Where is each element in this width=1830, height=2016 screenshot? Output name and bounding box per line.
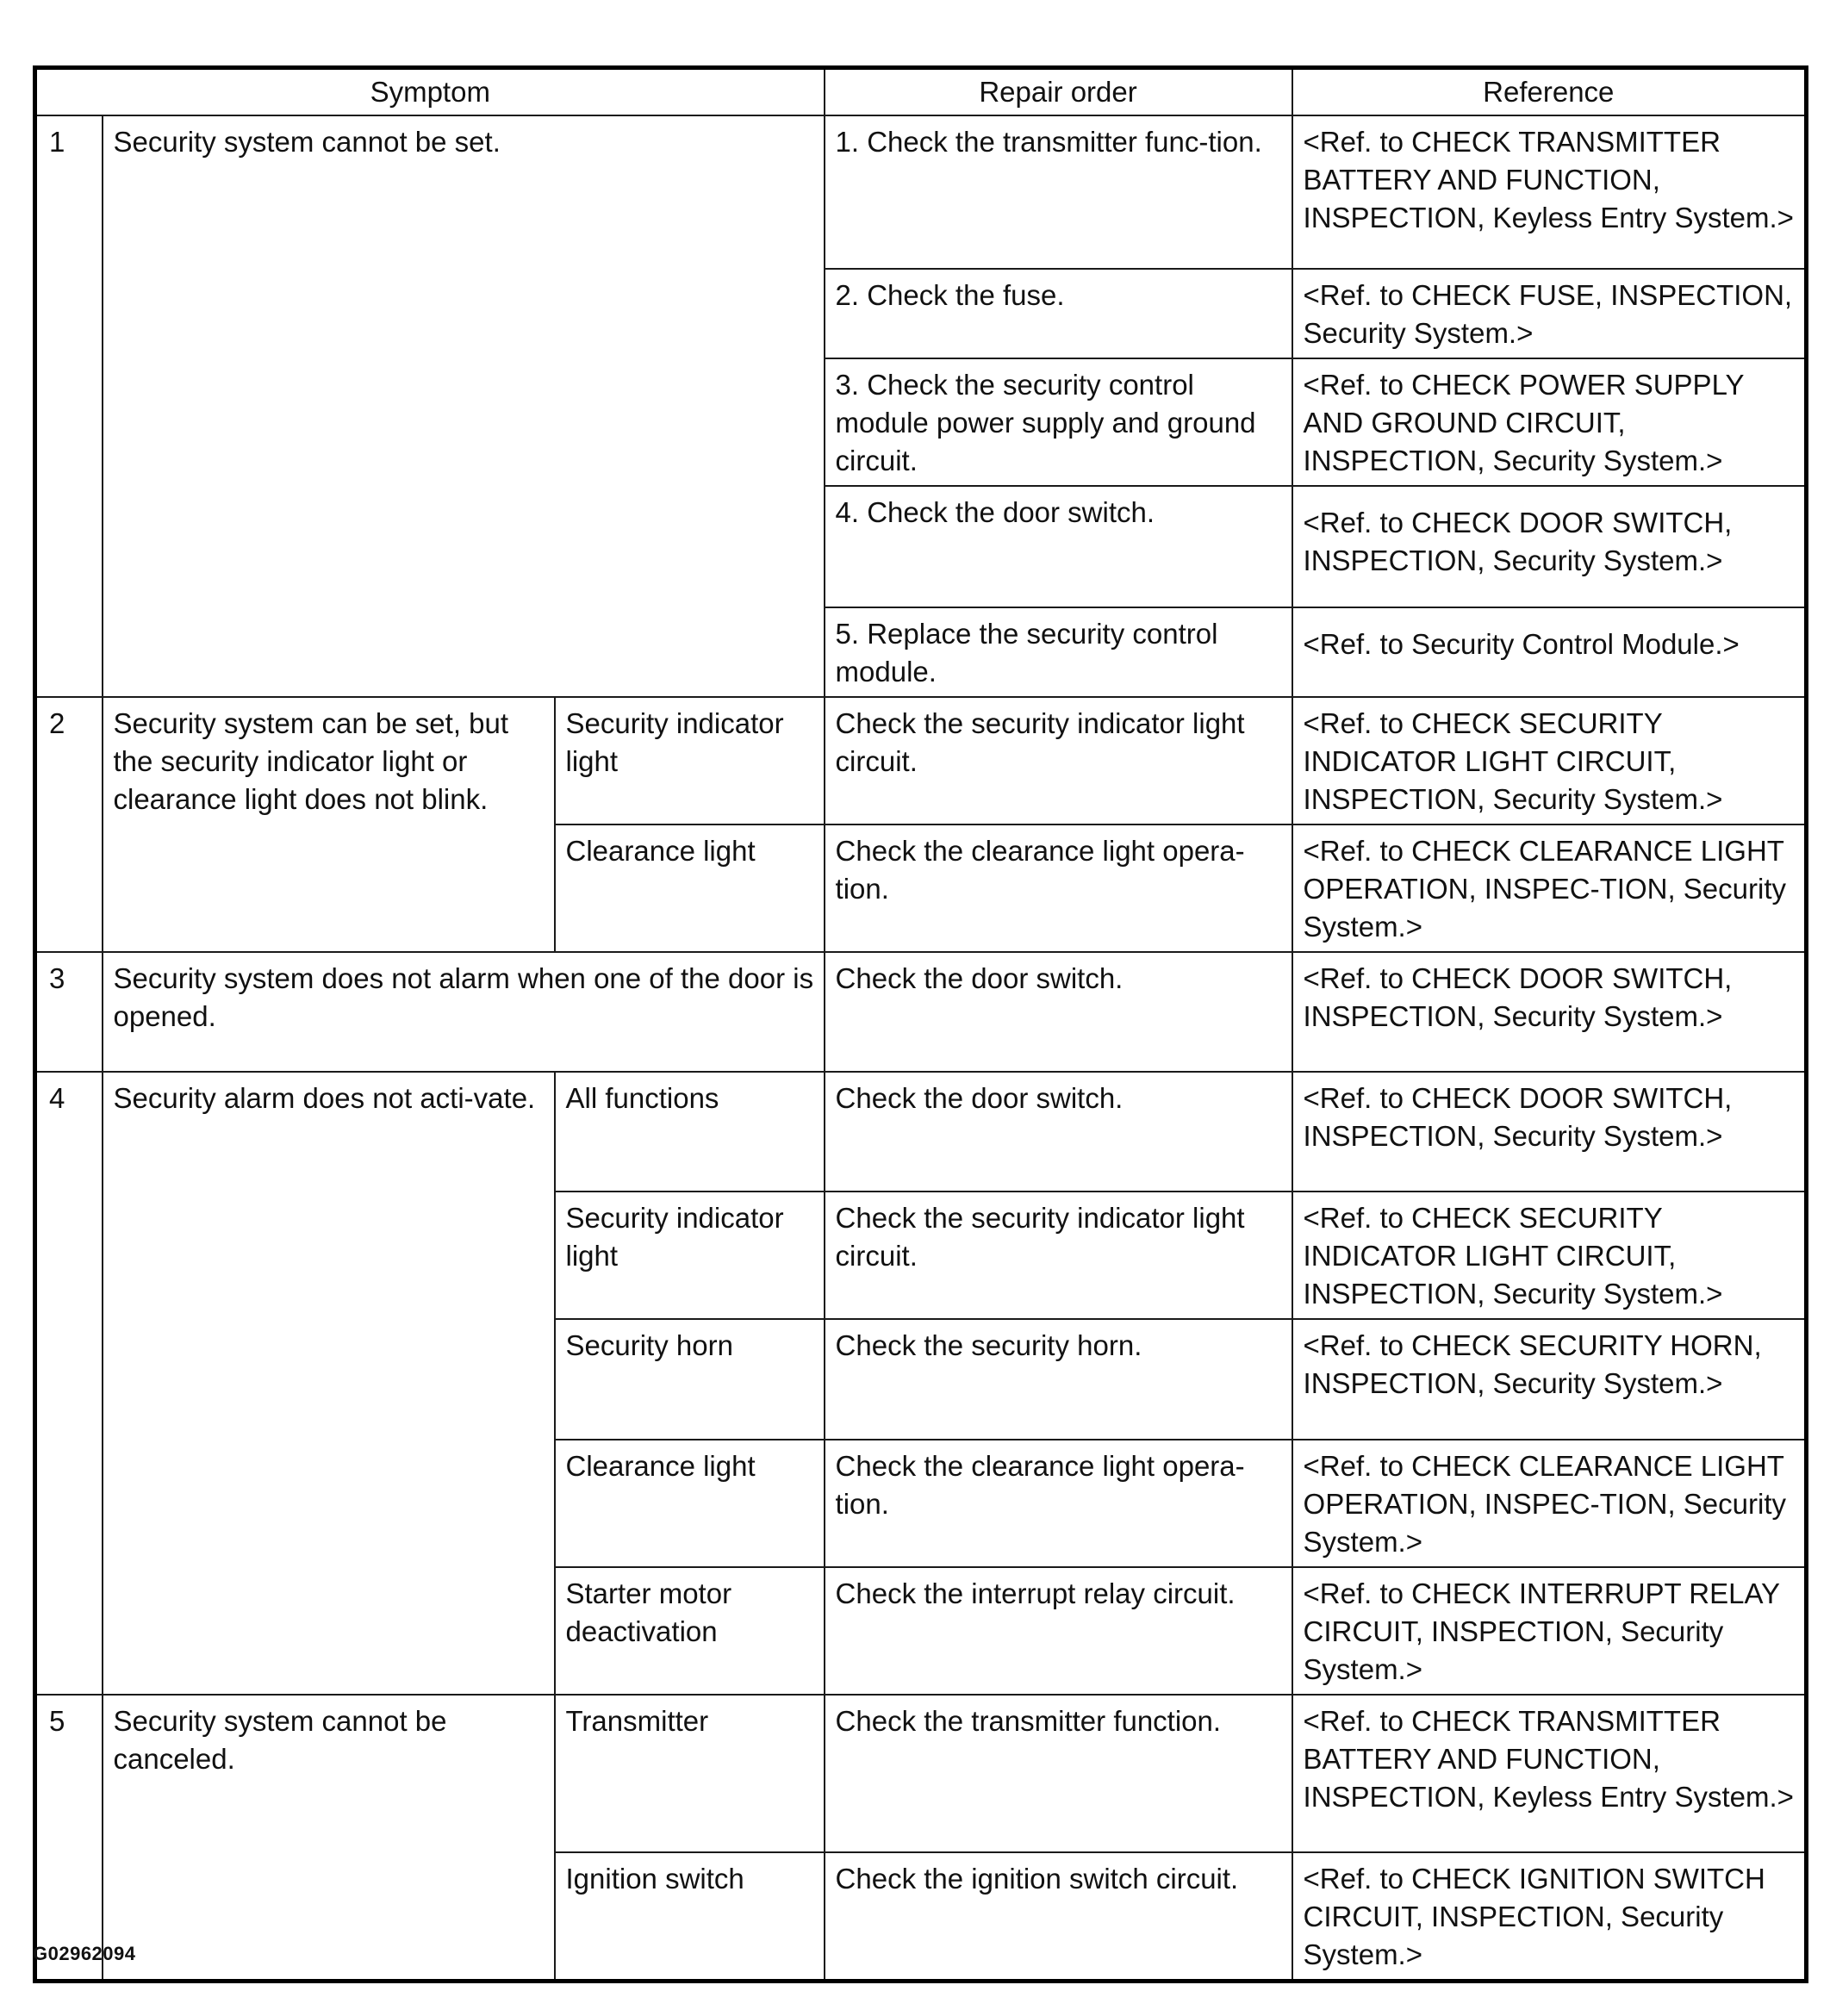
reference-cell: <Ref. to CHECK CLEARANCE LIGHT OPERATION, INSPEC-TION, Security System.> (1292, 824, 1807, 952)
repair-order-cell: Check the ignition switch circuit. (825, 1852, 1292, 1982)
repair-order-cell: 3. Check the security control module power supply and ground circuit. (825, 358, 1292, 486)
table-row (35, 1695, 1807, 1852)
symptom-cell: Security system does not alarm when one of the door is opened. (103, 952, 825, 1072)
symptom-cell: Security system cannot be set. (103, 115, 825, 697)
sub-item-cell: Security indicator light (555, 697, 825, 824)
reference-cell: <Ref. to CHECK SECURITY INDICATOR LIGHT CIRCUIT, INSPECTION, Security System.> (1292, 1192, 1807, 1319)
reference-cell: <Ref. to CHECK TRANSMITTER BATTERY AND FUNCTION, INSPECTION, Keyless Entry System.> (1292, 1695, 1807, 1852)
row-number: 1 (35, 115, 103, 697)
reference-cell: <Ref. to CHECK DOOR SWITCH, INSPECTION, Security System.> (1292, 1072, 1807, 1192)
table-row (35, 697, 1807, 824)
repair-order-cell: Check the clearance light opera-tion. (825, 1440, 1292, 1567)
sub-item-cell: Clearance light (555, 824, 825, 952)
reference-cell: <Ref. to CHECK SECURITY HORN, INSPECTION, Security System.> (1292, 1319, 1807, 1440)
diagnosis-table (33, 65, 1808, 1983)
symptom-cell: Security system can be set, but the security indicator light or clearance light does not blink. (103, 697, 555, 952)
reference-cell: <Ref. to Security Control Module.> (1292, 607, 1807, 697)
sub-item-cell: All functions (555, 1072, 825, 1192)
repair-order-cell: Check the door switch. (825, 952, 1292, 1072)
reference-cell: <Ref. to CHECK CLEARANCE LIGHT OPERATION, INSPEC-TION, Security System.> (1292, 1440, 1807, 1567)
repair-order-cell: Check the interrupt relay circuit. (825, 1567, 1292, 1695)
reference-cell: <Ref. to CHECK FUSE, INSPECTION, Security System.> (1292, 269, 1807, 358)
reference-cell: <Ref. to CHECK DOOR SWITCH, INSPECTION, Security System.> (1292, 486, 1807, 607)
reference-header: Reference (1292, 68, 1807, 116)
sub-item-cell: Security indicator light (555, 1192, 825, 1319)
reference-cell: <Ref. to CHECK DOOR SWITCH, INSPECTION, Security System.> (1292, 952, 1807, 1072)
table-row (35, 115, 1807, 269)
diagnosis-table-container (33, 65, 1804, 1983)
sub-item-cell: Ignition switch (555, 1852, 825, 1982)
reference-cell: <Ref. to CHECK POWER SUPPLY AND GROUND CIRCUIT, INSPECTION, Security System.> (1292, 358, 1807, 486)
repair-order-cell: 2. Check the fuse. (825, 269, 1292, 358)
reference-cell: <Ref. to CHECK TRANSMITTER BATTERY AND FUNCTION, INSPECTION, Keyless Entry System.> (1292, 115, 1807, 269)
repair-order-cell: 4. Check the door switch. (825, 486, 1292, 607)
repair-order-cell: Check the security indicator light circuit. (825, 1192, 1292, 1319)
symptom-cell: Security alarm does not acti-vate. (103, 1072, 555, 1695)
repair-order-cell: Check the security horn. (825, 1319, 1292, 1440)
repair-order-cell: Check the door switch. (825, 1072, 1292, 1192)
sub-item-cell: Security horn (555, 1319, 825, 1440)
row-number: 2 (35, 697, 103, 952)
repair-order-cell: 5. Replace the security control module. (825, 607, 1292, 697)
table-row (35, 952, 1807, 1072)
symptom-cell: Security system cannot be canceled. (103, 1695, 555, 1982)
row-number: 3 (35, 952, 103, 1072)
row-number: 4 (35, 1072, 103, 1695)
reference-cell: <Ref. to CHECK INTERRUPT RELAY CIRCUIT, INSPECTION, Security System.> (1292, 1567, 1807, 1695)
reference-cell: <Ref. to CHECK IGNITION SWITCH CIRCUIT, INSPECTION, Security System.> (1292, 1852, 1807, 1982)
sub-item-cell: Starter motor deactivation (555, 1567, 825, 1695)
table-row (35, 1072, 1807, 1192)
repair-order-cell: 1. Check the transmitter func-tion. (825, 115, 1292, 269)
repair-order-header: Repair order (825, 68, 1292, 116)
repair-order-cell: Check the clearance light opera-tion. (825, 824, 1292, 952)
reference-cell: <Ref. to CHECK SECURITY INDICATOR LIGHT CIRCUIT, INSPECTION, Security System.> (1292, 697, 1807, 824)
row-number: 5 (35, 1695, 103, 1982)
repair-order-cell: Check the security indicator light circuit. (825, 697, 1292, 824)
table-header-row (35, 68, 1807, 116)
repair-order-cell: Check the transmitter function. (825, 1695, 1292, 1852)
symptom-header: Symptom (35, 68, 825, 116)
figure-id: G02962094 (33, 1943, 136, 1964)
sub-item-cell: Clearance light (555, 1440, 825, 1567)
sub-item-cell: Transmitter (555, 1695, 825, 1852)
